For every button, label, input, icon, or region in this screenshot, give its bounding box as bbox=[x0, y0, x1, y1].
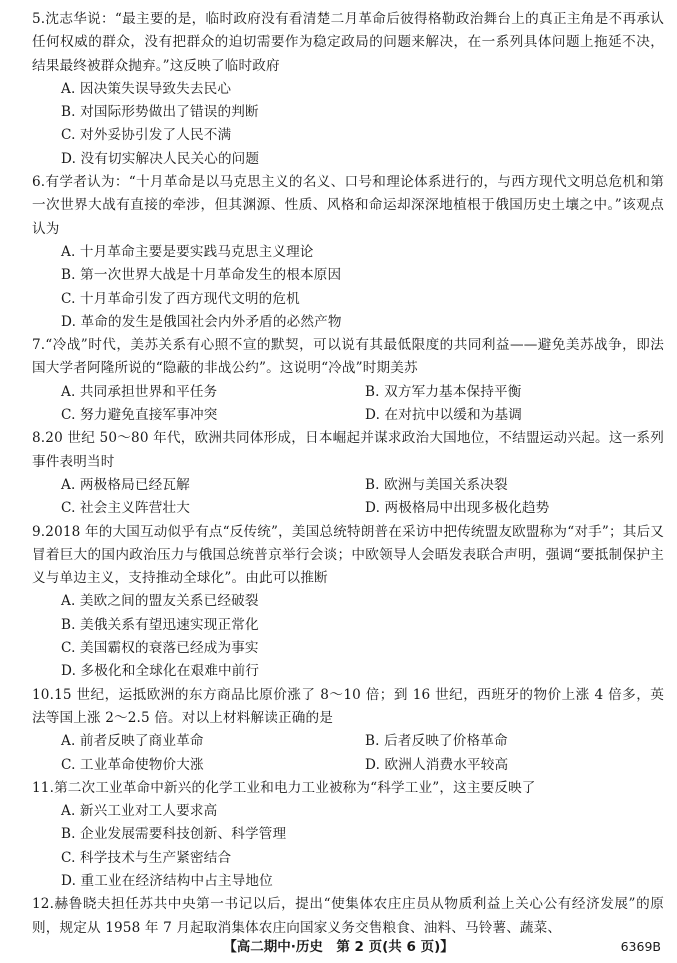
option-d: D. 多极化和全球化在艰难中前行 bbox=[61, 663, 260, 680]
option-row bbox=[32, 474, 664, 497]
question-stem: 11.第二次工业革命中新兴的化学工业和电力工业被称为“科学工业”，这主要反映了 bbox=[32, 779, 536, 796]
option-d: D. 两极格局中出现多极化趋势 bbox=[365, 500, 550, 517]
question-stem: 9.2018 年的大国互动似乎有点“反传统”，美国总统特朗普在采访中把传统盟友欧盟称为“对手”；其后又冒着巨大的国内政治压力与俄国总统普京举行会谈；中欧领导人会晤发表联合声明，强调“要抵制保护主义与单边主义，支持推动全球化”。由此可以推断 bbox=[32, 523, 664, 587]
question-list bbox=[32, 8, 664, 940]
option-row bbox=[32, 404, 664, 427]
option-b: B. 对国际形势做出了错误的判断 bbox=[61, 104, 259, 121]
option-b: B. 美俄关系有望迅速实现正常化 bbox=[61, 616, 259, 633]
question-11 bbox=[32, 777, 664, 893]
question-9 bbox=[32, 521, 664, 684]
option-a: A. 十月革命主要是要实践马克思主义理论 bbox=[61, 243, 314, 260]
option-c: C. 美国霸权的衰落已经成为事实 bbox=[61, 640, 259, 657]
option-a: A. 共同承担世界和平任务 bbox=[61, 383, 218, 400]
question-stem: 10.15 世纪，运抵欧洲的东方商品比原价涨了 8～10 倍；到 16 世纪，西班牙的物价上涨 4 倍多，英法等国上涨 2～2.5 倍。对以上材料解读正确的是 bbox=[32, 686, 664, 726]
option-d: D. 没有切实解决人民关心的问题 bbox=[61, 150, 260, 167]
question-8 bbox=[32, 427, 664, 520]
option-d: D. 欧洲人消费水平较高 bbox=[365, 756, 509, 773]
page-footer-label: 【高二期中·历史 第 2 页(共 6 页)】 bbox=[223, 939, 454, 955]
paper-code: 6369B bbox=[620, 939, 661, 954]
option-c: C. 十月革命引发了西方现代文明的危机 bbox=[61, 290, 300, 307]
option-c: C. 社会主义阵营壮大 bbox=[61, 500, 190, 517]
option-c: C. 科学技术与生产紧密结合 bbox=[61, 849, 232, 866]
option-b: B. 双方军力基本保持平衡 bbox=[365, 383, 522, 400]
option-row bbox=[32, 730, 664, 753]
question-6 bbox=[32, 171, 664, 334]
option-c: C. 对外妥协引发了人民不满 bbox=[61, 127, 232, 144]
question-stem: 7.“冷战”时代，美苏关系有心照不宣的默契，可以说有其最低限度的共同利益——避免美苏战争，即法国大学者阿隆所说的“隐蔽的非战公约”。这说明“冷战”时期美苏 bbox=[32, 337, 664, 377]
option-a: A. 因决策失误导致失去民心 bbox=[61, 80, 232, 97]
option-c: C. 工业革命使物价大涨 bbox=[61, 756, 204, 773]
option-c: C. 努力避免直接军事冲突 bbox=[61, 407, 218, 424]
option-a: A. 美欧之间的盟友关系已经破裂 bbox=[61, 593, 259, 610]
question-7 bbox=[32, 334, 664, 427]
option-b: B. 企业发展需要科技创新、科学管理 bbox=[61, 826, 287, 843]
question-12 bbox=[32, 893, 664, 940]
option-row bbox=[32, 381, 664, 404]
option-a: A. 两极格局已经瓦解 bbox=[61, 476, 190, 493]
option-a: A. 新兴工业对工人要求高 bbox=[61, 803, 218, 820]
option-b: B. 第一次世界大战是十月革命发生的根本原因 bbox=[61, 267, 342, 284]
question-stem: 12.赫鲁晓夫担任苏共中央第一书记以后，提出“使集体农庄庄员从物质利益上关心公有经济发展”的原则，规定从 1958 年 7 月起取消集体农庄向国家义务交售粮食、油料、马铃薯、蔬菜、 bbox=[32, 896, 664, 936]
option-row bbox=[32, 497, 664, 520]
page-footer bbox=[0, 935, 677, 959]
question-10 bbox=[32, 684, 664, 777]
option-row bbox=[32, 754, 664, 777]
question-stem: 5.沈志华说：“最主要的是，临时政府没有看清楚二月革命后彼得格勒政治舞台上的真正主角是不再承认任何权威的群众，没有把群众的迫切需要作为稳定政局的问题来解决，在一系列具体问题上拖延不决，结果最终被群众抛弃。”这反映了临时政府 bbox=[32, 11, 664, 74]
option-d: D. 在对抗中以缓和为基调 bbox=[365, 407, 522, 424]
question-5 bbox=[32, 8, 664, 171]
option-d: D. 革命的发生是俄国社会内外矛盾的必然产物 bbox=[61, 313, 342, 330]
option-d: D. 重工业在经济结构中占主导地位 bbox=[61, 872, 273, 889]
option-a: A. 前者反映了商业革命 bbox=[61, 733, 204, 750]
option-b: B. 欧洲与美国关系决裂 bbox=[365, 476, 508, 493]
question-stem: 8.20 世纪 50～80 年代，欧洲共同体形成，日本崛起并谋求政治大国地位，不结盟运动兴起。这一系列事件表明当时 bbox=[32, 430, 664, 470]
question-stem: 6.有学者认为：“十月革命是以马克思主义的名义、口号和理论体系进行的，与西方现代文明总危机和第一次世界大战有直接的牵涉，但其渊源、性质、风格和命运却深深地植根于俄国历史土壤之中。”该观点认为 bbox=[32, 174, 664, 237]
option-b: B. 后者反映了价格革命 bbox=[365, 733, 508, 750]
